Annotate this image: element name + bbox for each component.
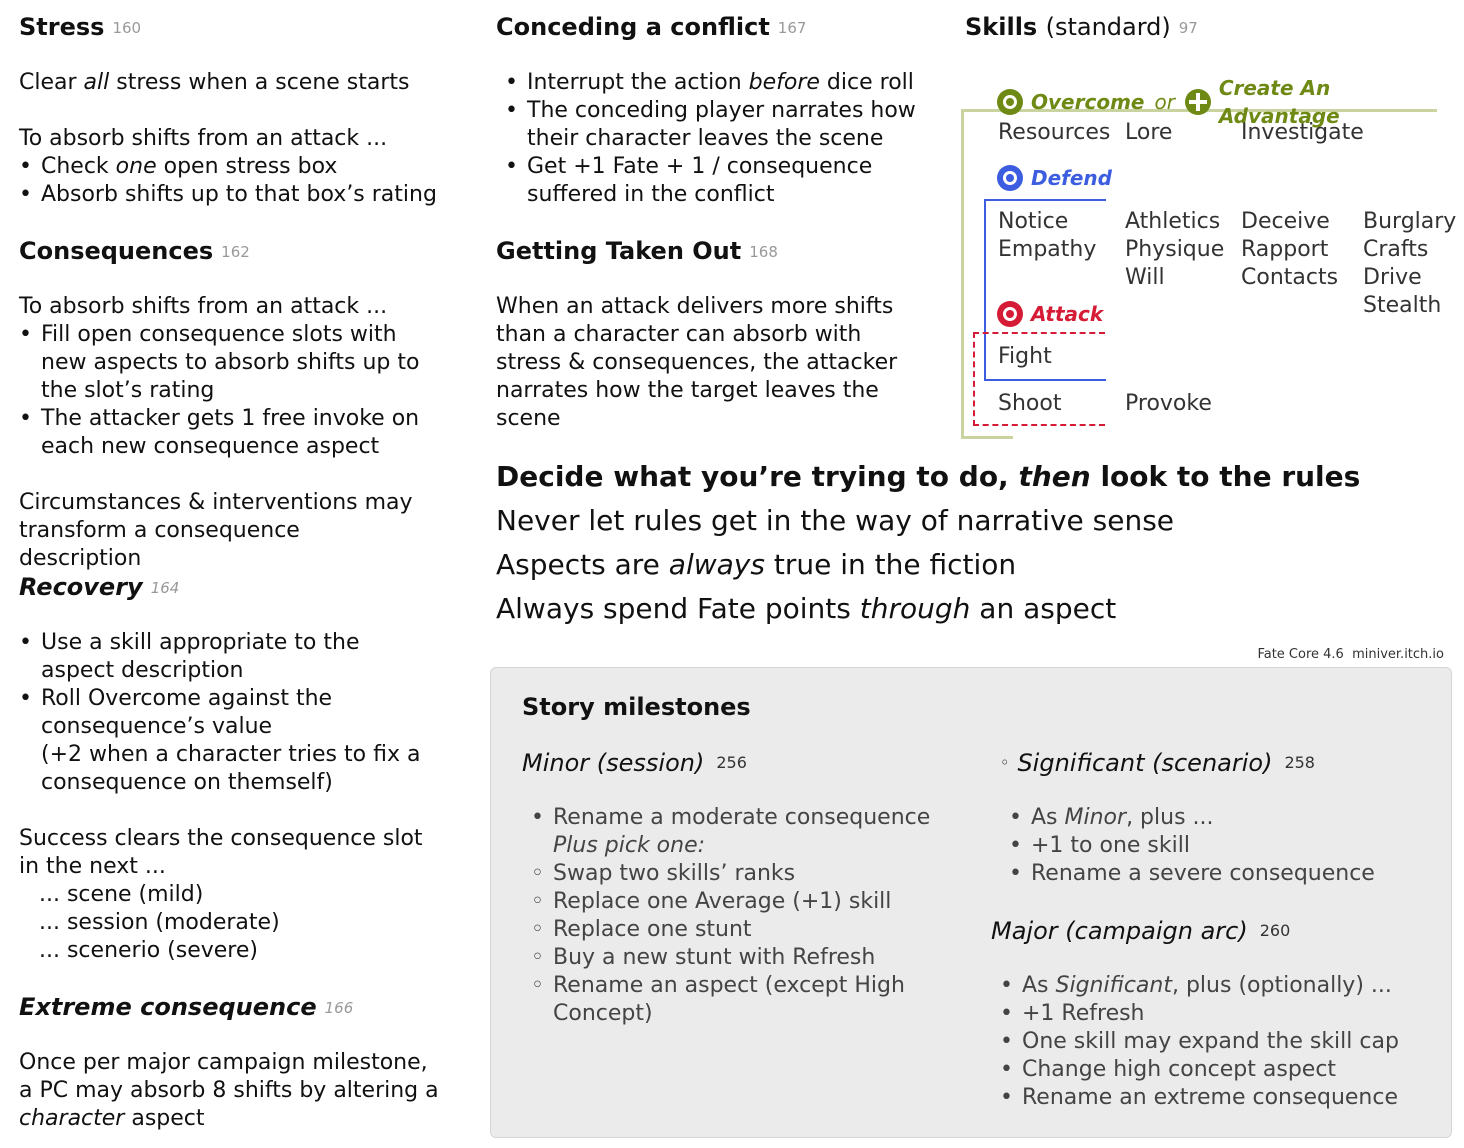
major-list (991, 972, 1441, 1112)
skill-empathy: Empathy (998, 237, 1097, 262)
page-ref: 258 (1284, 753, 1315, 772)
list-item: • +1 to one skill (1009, 832, 1440, 860)
list-item: • One skill may expand the skill cap (1000, 1028, 1441, 1056)
list-item: • As Significant, plus (optionally) ... (1000, 972, 1441, 1000)
skill-column-1 (998, 208, 1096, 264)
skill-deceive: Deceive (1241, 209, 1330, 234)
page-ref: 168 (749, 243, 778, 261)
list-item: • Rename a moderate consequence Plus pick one: (531, 804, 962, 860)
principle-2: Never let rules get in the way of narrative sense (496, 504, 1175, 537)
skill-investigate: Investigate (1241, 120, 1364, 145)
milestones-panel (490, 667, 1452, 1138)
significant-milestone (1000, 748, 1440, 888)
conceding-heading: Conceding a conflict 167 (496, 13, 807, 41)
defend-icon (997, 165, 1023, 191)
list-item: • Interrupt the action before dice roll (505, 69, 916, 97)
overcome-legend: Overcome or Create An Advantage (997, 74, 1457, 130)
overcome-icon (997, 89, 1023, 115)
skill-crafts: Crafts (1363, 237, 1429, 262)
list-item: • Rename an extreme consequence (1000, 1084, 1441, 1112)
list-item: • +1 Refresh (1000, 1000, 1441, 1028)
list-item: ◦ Rename an aspect (except High Concept) (531, 972, 913, 1028)
list-item: ◦ Replace one stunt (531, 916, 962, 944)
stress-list (19, 153, 459, 209)
minor-milestone (522, 748, 962, 1028)
extreme-text: Once per major campaign milestone, a PC may absorb 8 shifts by altering a character aspect (19, 1050, 439, 1131)
consequences-section (19, 236, 429, 573)
list-item: • Get +1 Fate + 1 / consequence suffered in the conflict (505, 153, 916, 209)
skill-resources: Resources (998, 120, 1111, 145)
list-item: • Fill open consequence slots with new aspects to absorb shifts up to the slot’s rating (19, 321, 429, 405)
list-item: • Roll Overcome against the consequence’s value (+2 when a character tries to fix a consequence on themself) (19, 685, 429, 797)
principle-1: Decide what you’re trying to do, then look to the rules (496, 460, 1361, 493)
skill-shoot: Shoot (998, 391, 1062, 416)
create-advantage-icon (1185, 89, 1211, 115)
taken-out-heading: Getting Taken Out 168 (496, 237, 778, 265)
consequences-intro: To absorb shifts from an attack ... (19, 294, 388, 319)
list-item: • The attacker gets 1 free invoke on each new consequence aspect (19, 405, 429, 461)
list-item: • As Minor, plus ... (1009, 804, 1440, 832)
principle-3: Aspects are always true in the fiction (496, 548, 1017, 581)
page-ref: 166 (324, 999, 354, 1017)
page-ref: 260 (1259, 921, 1291, 940)
significant-heading: ◦ Significant (scenario) 258 (1000, 749, 1315, 777)
page-ref: 164 (150, 579, 180, 597)
skill-notice: Notice (998, 209, 1069, 234)
skill-column-4 (1363, 208, 1456, 320)
stress-section (19, 12, 459, 209)
recovery-severe: ... scenerio (severe) (39, 938, 258, 963)
skills-section (965, 12, 1460, 452)
skill-physique: Physique (1125, 237, 1225, 262)
skill-burglary: Burglary (1363, 209, 1457, 234)
skill-fight: Fight (998, 344, 1052, 369)
consequences-heading: Consequences 162 (19, 237, 250, 265)
recovery-heading: Recovery 164 (19, 573, 180, 601)
list-item: • Use a skill appropriate to the aspect description (19, 629, 429, 685)
attack-legend: Attack (997, 300, 1107, 328)
skill-column-3 (1241, 208, 1338, 292)
conceding-section (496, 12, 916, 209)
stress-absorb-intro: To absorb shifts from an attack ... (19, 126, 388, 151)
conceding-list (496, 69, 916, 209)
major-heading: Major (campaign arc) 260 (991, 917, 1291, 945)
skill-will: Will (1125, 265, 1165, 290)
recovery-mild: ... scene (mild) (39, 882, 204, 907)
list-item: • Absorb shifts up to that box’s rating (19, 181, 459, 209)
principle-4: Always spend Fate points through an aspect (496, 592, 1117, 625)
extreme-section (19, 992, 439, 1133)
list-item: ◦ Swap two skills’ ranks (531, 860, 962, 888)
extreme-heading: Extreme consequence 166 (19, 993, 354, 1021)
recovery-section (19, 572, 429, 965)
skill-drive: Drive (1363, 265, 1422, 290)
skill-rapport: Rapport (1241, 237, 1329, 262)
page-ref: 160 (112, 19, 142, 37)
attack-icon (997, 301, 1023, 327)
stress-heading: Stress 160 (19, 13, 142, 41)
list-item: ◦ Buy a new stunt with Refresh (531, 944, 962, 972)
consequences-list (19, 321, 429, 461)
principles (496, 460, 1456, 626)
defend-legend: Defend (997, 164, 1112, 192)
recovery-list (19, 629, 429, 797)
recovery-success-text: Success clears the consequence slot in the next ... (19, 826, 423, 879)
overcome-bracket-end (961, 436, 1013, 439)
skill-athletics: Athletics (1125, 209, 1221, 234)
page-ref: 256 (716, 753, 747, 772)
page-ref: 167 (777, 19, 807, 37)
page-ref: 162 (221, 243, 250, 261)
major-milestone (991, 916, 1441, 1112)
taken-out-text: When an attack delivers more shifts than a character can absorb with stress & consequences, the attacker narrates how the target leaves the scene (496, 294, 898, 431)
skills-heading: Skills (standard) 97 (965, 13, 1198, 41)
stress-clear-text: Clear all stress when a scene starts (19, 70, 410, 95)
minor-list (522, 804, 962, 1028)
skill-provoke: Provoke (1125, 391, 1212, 416)
list-item: • Change high concept aspect (1000, 1056, 1441, 1084)
page-ref: 97 (1178, 19, 1198, 37)
significant-list (1000, 804, 1440, 888)
milestones-heading: Story milestones (522, 693, 751, 721)
consequences-note: Circumstances & interventions may transform a consequence description (19, 490, 413, 571)
list-item: • Check one open stress box (19, 153, 459, 181)
taken-out-section (496, 236, 906, 433)
skill-stealth: Stealth (1363, 293, 1442, 318)
skill-lore: Lore (1125, 120, 1173, 145)
skill-contacts: Contacts (1241, 265, 1339, 290)
list-item: ◦ Replace one Average (+1) skill (531, 888, 962, 916)
list-item: • Rename a severe consequence (1009, 860, 1440, 888)
skill-column-2 (1125, 208, 1224, 292)
credit-text: Fate Core 4.6 miniver.itch.io (1257, 647, 1444, 662)
recovery-moderate: ... session (moderate) (39, 910, 280, 935)
minor-heading: Minor (session) 256 (522, 749, 747, 777)
list-item: • The conceding player narrates how their character leaves the scene (505, 97, 916, 153)
